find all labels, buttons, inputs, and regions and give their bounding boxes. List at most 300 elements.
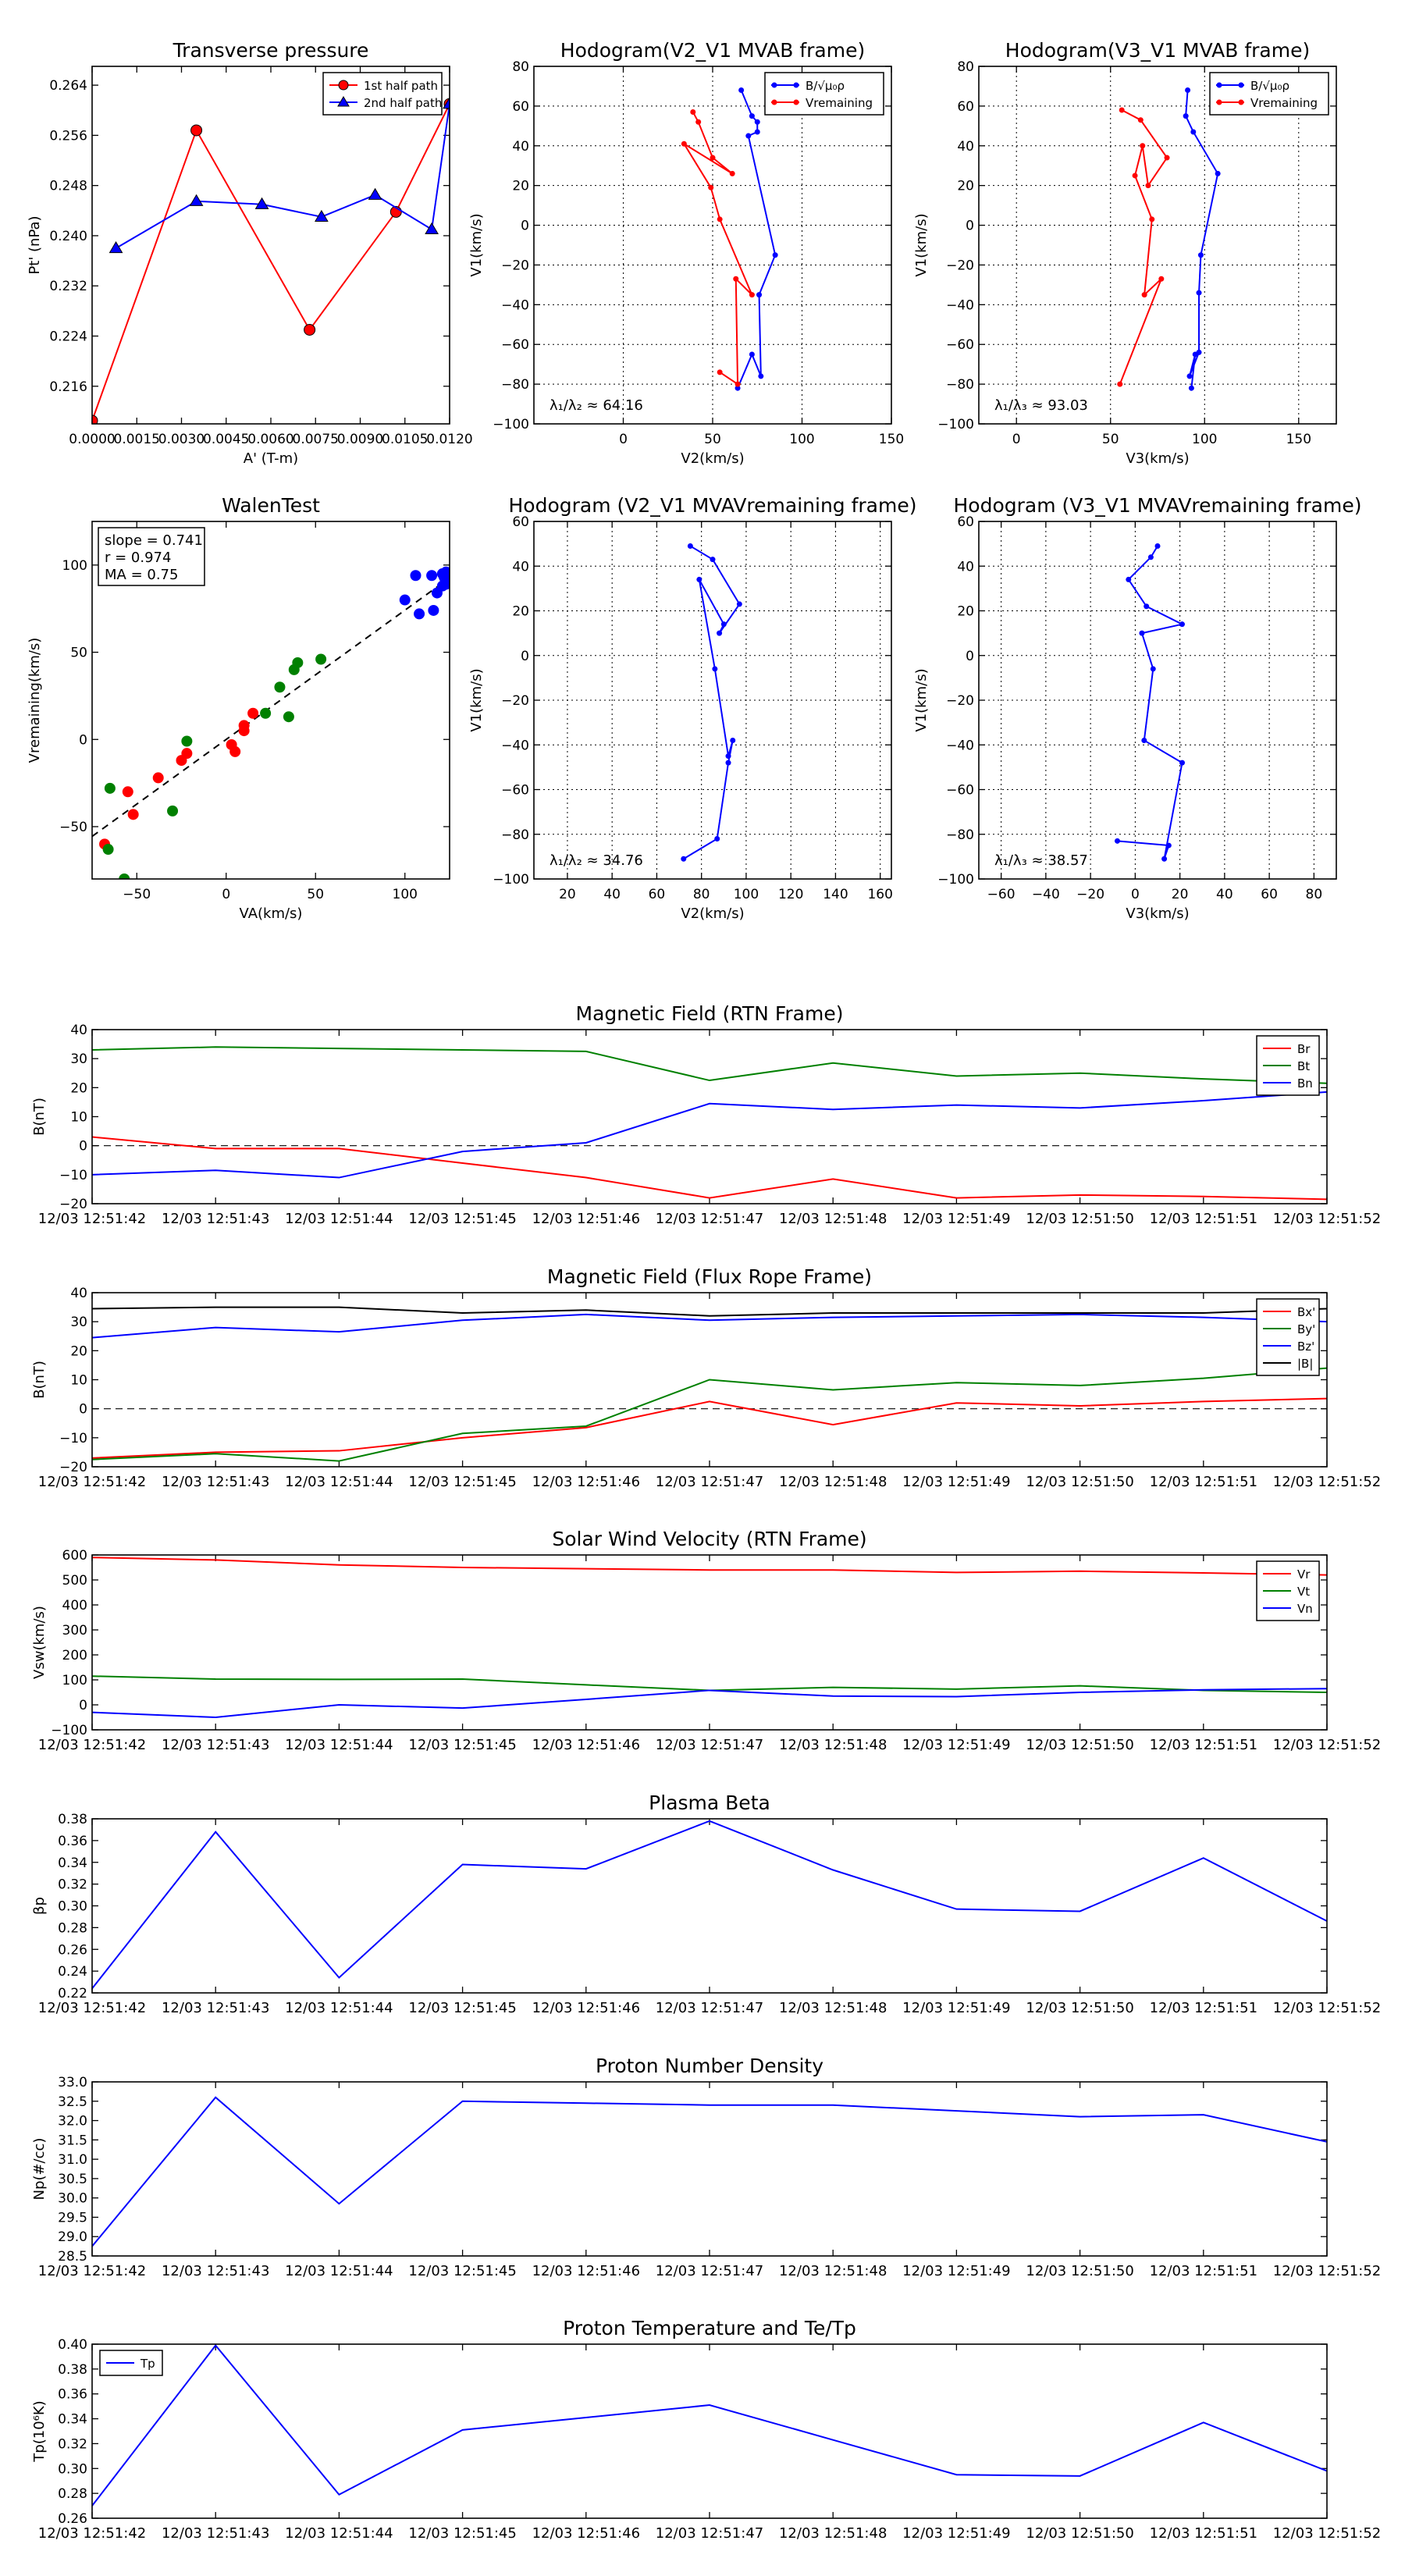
series-line-Bx' [92,1399,1327,1458]
x-tick-label: 12/03 12:51:50 [1026,1737,1134,1753]
y-tick-label: −10 [59,1167,87,1183]
x-tick-label: 12/03 12:51:45 [408,2263,517,2279]
data-point [1138,117,1144,123]
y-tick-label: 0.216 [49,379,87,395]
data-point [717,369,723,375]
data-point [1166,843,1172,849]
x-tick-label: 0 [619,432,628,447]
plot-frame [92,1030,1327,1204]
y-tick-label: 31.5 [58,2133,87,2149]
y-axis-label: βp [31,1897,48,1915]
data-point [1179,621,1185,627]
y-tick-label: 10 [70,1109,87,1126]
data-point [191,125,202,136]
legend-marker [1217,83,1222,88]
data-point [1197,290,1202,296]
plot-area [92,2346,1327,2506]
legend-marker [339,80,348,90]
data-point [708,185,713,190]
y-tick-label: −60 [501,337,529,354]
series-line-βp [92,1821,1327,1989]
hodogram-v3v1-mvav-chart [913,494,1362,922]
x-tick-label: 12/03 12:51:46 [532,2525,641,2542]
data-point [153,773,163,783]
y-tick-label: −60 [946,782,974,799]
y-tick-label: −10 [59,1430,87,1446]
x-tick-label: 12/03 12:51:52 [1272,2000,1382,2016]
data-point [261,708,271,718]
chart-title: Magnetic Field (RTN Frame) [575,1002,844,1025]
data-point [1155,543,1161,549]
y-tick-label: 300 [62,1623,87,1638]
data-point [1161,856,1167,862]
data-point [182,736,192,746]
solar-wind-velocity-chart [31,1528,1381,1753]
y-tick-label: −100 [493,872,529,888]
x-axis-label: VA(km/s) [239,906,303,922]
data-point [1140,143,1145,148]
y-tick-label: 20 [512,178,529,194]
x-tick-label: 20 [559,887,576,902]
x-tick-label: 12/03 12:51:42 [37,2000,147,2016]
data-point [690,109,695,115]
x-tick-label: 12/03 12:51:50 [1026,2263,1134,2279]
x-tick-label: 12/03 12:51:47 [655,1211,764,1227]
y-tick-label: −100 [51,1723,87,1738]
chart-title: Hodogram (V2_V1 MVAVremaining frame) [508,494,917,517]
y-tick-label: 40 [70,1286,87,1301]
y-tick-label: −20 [501,693,529,709]
chart-title: Solar Wind Velocity (RTN Frame) [552,1528,867,1550]
series-line-line [1117,546,1182,859]
legend-marker [1239,83,1244,88]
legend-marker [772,100,777,105]
x-tick-label: 12/03 12:51:44 [285,2000,393,2016]
y-tick-label: −20 [946,258,974,274]
x-tick-label: 12/03 12:51:43 [161,2525,270,2542]
chart-title: Proton Number Density [596,2055,823,2077]
x-tick-label: 50 [1101,432,1119,447]
hodogram-v2v1-mvav-chart [468,494,917,922]
data-point [1198,252,1204,258]
x-tick-label: 12/03 12:51:48 [778,2525,887,2542]
data-point [1141,738,1147,743]
y-tick-label: 0.26 [58,2511,87,2527]
y-tick-label: 0.248 [49,178,87,194]
y-tick-label: 0 [521,218,529,234]
x-tick-label: 12/03 12:51:45 [408,1211,517,1227]
plot-frame [979,66,1336,424]
x-tick-label: 12/03 12:51:52 [1272,2263,1382,2279]
plasma-beta-chart [31,1791,1381,2016]
x-tick-label: 150 [1286,432,1312,447]
x-tick-label: 12/03 12:51:52 [1272,1474,1382,1490]
y-tick-label: −20 [59,1460,87,1475]
chart-title: WalenTest [222,494,320,517]
data-point [749,351,755,357]
x-tick-label: 12/03 12:51:52 [1272,2525,1382,2542]
data-point [429,605,439,615]
y-tick-label: 28.5 [58,2249,87,2265]
y-tick-label: 0 [79,1138,87,1155]
data-point [1142,292,1147,297]
y-tick-label: 40 [512,559,529,575]
data-point [726,760,731,766]
y-tick-label: −40 [501,738,529,754]
data-point [696,577,702,582]
data-point [756,292,762,297]
legend-label: Bx' [1297,1305,1316,1319]
x-tick-label: 0.0090 [336,432,384,447]
x-tick-label: 12/03 12:51:42 [37,1211,147,1227]
x-tick-label: 12/03 12:51:47 [655,2263,764,2279]
data-point [681,141,687,147]
plot-area [92,1557,1327,1717]
data-point [1126,577,1131,582]
y-axis-label: V1(km/s) [468,668,485,732]
x-tick-label: 50 [704,432,721,447]
x-tick-label: 12/03 12:51:51 [1149,1737,1258,1753]
y-tick-label: 80 [957,59,974,75]
proton-temperature-chart [31,2317,1381,2542]
y-tick-label: 30.5 [58,2171,87,2187]
legend-label: B/√μ₀ρ [1250,79,1289,93]
y-tick-label: 50 [70,645,87,661]
annotation-text: λ₁/λ₂ ≈ 64.16 [550,397,643,414]
y-tick-label: 20 [70,1080,87,1097]
magnetic-field-flux-rope-chart [31,1265,1381,1490]
x-tick-label: 12/03 12:51:48 [778,1211,887,1227]
y-tick-label: −60 [501,782,529,799]
plot-area [681,543,742,862]
y-tick-label: 29.0 [58,2229,87,2246]
legend-marker [794,83,799,88]
legend-marker [1217,100,1222,105]
legend-label: B/√μ₀ρ [806,79,845,93]
data-point [168,806,178,816]
y-axis-label: V1(km/s) [468,213,485,277]
y-tick-label: 0 [79,1401,87,1418]
data-point [1117,382,1122,387]
y-tick-label: 40 [957,559,974,575]
y-tick-label: 60 [512,514,529,530]
x-tick-label: 40 [603,887,621,902]
data-point [1186,373,1192,379]
data-point [737,601,742,607]
data-point [1115,838,1120,844]
series-line-line [684,546,740,859]
data-point [758,373,763,379]
data-point [1151,666,1156,671]
y-tick-label: 0.240 [49,228,87,244]
x-tick-label: 12/03 12:51:43 [161,1737,270,1753]
chart-title: Hodogram (V3_V1 MVAVremaining frame) [953,494,1362,517]
y-tick-label: 0.28 [58,1920,87,1937]
x-tick-label: 0.0060 [247,432,294,447]
transverse-pressure-chart [27,39,473,467]
x-tick-label: 0.0075 [292,432,339,447]
legend-label: Tp [140,2357,155,2371]
series-line-Np [92,2097,1327,2247]
plot-area [92,1821,1327,1989]
y-tick-label: 0 [79,1698,87,1713]
y-tick-label: 32.5 [58,2094,87,2110]
y-tick-label: −40 [501,297,529,314]
data-point [721,621,727,627]
data-point [105,783,115,793]
magnetic-field-rtn-chart [31,1002,1381,1227]
legend-label: Vn [1297,1602,1313,1616]
x-tick-label: 0.0015 [113,432,160,447]
y-tick-label: 0.22 [58,1986,87,2001]
legend-marker [1239,100,1244,105]
x-tick-label: 12/03 12:51:44 [285,1474,393,1490]
data-point [411,571,421,581]
x-tick-label: 60 [648,887,666,902]
data-point [717,631,722,636]
hodogram-v3v1-mvab-chart [913,39,1336,467]
y-axis-label: Vremaining(km/s) [27,637,43,763]
y-tick-label: 0.40 [58,2337,87,2353]
y-tick-label: 80 [512,59,529,75]
legend-label: Bt [1297,1059,1311,1073]
plot-area [87,98,456,426]
x-tick-label: 20 [1171,887,1189,902]
y-tick-label: 0.38 [58,1812,87,1827]
data-point [293,657,303,667]
legend-label: By' [1297,1322,1316,1336]
x-tick-label: 0 [1130,887,1140,902]
x-tick-label: 12/03 12:51:51 [1149,2263,1258,2279]
series-line-Tp [92,2346,1327,2506]
plot-area [92,1047,1327,1199]
y-tick-label: 0.30 [58,1898,87,1915]
data-point [717,216,723,222]
legend-marker [794,100,799,105]
x-tick-label: −20 [1076,887,1105,902]
y-axis-label: V1(km/s) [913,213,930,277]
data-point [755,129,760,134]
series-line-Br [92,1137,1327,1200]
y-tick-label: 60 [512,98,529,115]
series-line-Bt [92,1047,1327,1083]
data-point [733,276,738,282]
x-tick-label: 12/03 12:51:45 [408,1737,517,1753]
y-axis-label: B(nT) [31,1098,48,1136]
annotation-text: λ₁/λ₃ ≈ 38.57 [994,852,1088,869]
series-line-Vremaining [684,112,752,385]
legend-marker [772,83,777,88]
x-tick-label: 0 [1012,432,1021,447]
y-tick-label: 0.36 [58,2386,87,2403]
x-tick-label: 12/03 12:51:45 [408,2000,517,2016]
legend-label: Vr [1297,1567,1311,1582]
y-tick-label: 0.34 [58,2411,87,2428]
data-point [1144,603,1149,609]
y-tick-label: 100 [62,1673,87,1688]
legend-label: Vremaining [1250,96,1318,110]
y-tick-label: 0.34 [58,1855,87,1871]
x-tick-label: 60 [1261,887,1278,902]
x-tick-label: 100 [1192,432,1218,447]
data-point [714,836,720,841]
data-point [1215,171,1221,176]
plot-area [92,1308,1327,1461]
data-point [128,809,138,820]
x-axis-label: V2(km/s) [681,906,745,922]
data-point [1165,155,1170,161]
x-tick-label: 12/03 12:51:49 [902,1474,1011,1490]
y-tick-label: 0.264 [49,78,87,94]
data-point [1185,87,1190,93]
y-tick-label: 32.0 [58,2113,87,2129]
y-tick-label: 200 [62,1648,87,1663]
y-tick-label: −20 [59,1197,87,1212]
x-tick-label: 80 [1305,887,1323,902]
x-axis-label: A' (T-m) [243,450,299,467]
fit-line [92,578,450,836]
y-tick-label: −100 [937,872,974,888]
x-tick-label: 12/03 12:51:50 [1026,1474,1134,1490]
x-tick-label: 160 [867,887,893,902]
x-tick-label: 12/03 12:51:45 [408,2525,517,2542]
data-point [1133,173,1138,178]
data-point [1119,107,1125,112]
x-tick-label: 100 [392,887,418,902]
series-line-|B| [92,1308,1327,1316]
y-tick-label: 100 [62,557,87,574]
y-axis-label: Np(#/cc) [31,2137,48,2201]
y-tick-label: −100 [937,417,974,432]
x-tick-label: 12/03 12:51:46 [532,1737,641,1753]
y-tick-label: 0.232 [49,279,87,295]
x-tick-label: 12/03 12:51:49 [902,2000,1011,2016]
x-tick-label: 12/03 12:51:49 [902,2263,1011,2279]
series-line-1st half path [92,104,450,421]
legend-label: |B| [1297,1357,1314,1371]
y-tick-label: −80 [946,827,974,843]
x-tick-label: 12/03 12:51:42 [37,2263,147,2279]
x-tick-label: 12/03 12:51:51 [1149,2525,1258,2542]
data-point [755,119,760,125]
y-tick-label: 30 [70,1051,87,1068]
y-tick-label: −100 [493,417,529,432]
data-point [275,682,285,692]
y-tick-label: 33.0 [58,2075,87,2090]
chart-title: Hodogram(V2_V1 MVAB frame) [560,39,866,62]
x-tick-label: 0.0105 [382,432,429,447]
y-tick-label: 0.38 [58,2361,87,2378]
y-tick-label: 400 [62,1598,87,1614]
y-tick-label: 0.256 [49,128,87,144]
x-tick-label: 12/03 12:51:48 [778,1737,887,1753]
x-tick-label: 12/03 12:51:52 [1272,1211,1382,1227]
y-tick-label: −50 [59,819,87,835]
y-tick-label: 0.32 [58,2436,87,2453]
x-tick-label: 0.0000 [69,432,116,447]
y-tick-label: −40 [946,297,974,314]
data-point [248,708,258,718]
data-point [1189,386,1194,391]
legend-label: 2nd half path [364,96,443,110]
y-tick-label: 0 [79,732,87,749]
y-tick-label: −20 [946,693,974,709]
x-tick-label: 12/03 12:51:50 [1026,1211,1134,1227]
x-tick-label: 12/03 12:51:49 [902,2525,1011,2542]
x-tick-label: 12/03 12:51:42 [37,1737,147,1753]
data-point [425,223,438,234]
plot-frame [92,1555,1327,1730]
y-tick-label: 0.32 [58,1877,87,1893]
series-line-B/√μ₀ρ [738,91,775,389]
y-tick-label: 0.30 [58,2461,87,2478]
annotation-text: λ₁/λ₂ ≈ 34.76 [550,852,643,869]
x-tick-label: 12/03 12:51:46 [532,2000,641,2016]
y-tick-label: 29.5 [58,2210,87,2226]
data-point [316,654,326,664]
plot-area [92,2097,1327,2247]
hodogram-v2v1-mvab-chart [468,39,904,467]
data-point [749,292,755,297]
data-point [1179,760,1185,766]
data-point [712,666,717,671]
walen-test-chart [27,494,451,922]
data-point [1190,129,1196,134]
plot-area [1117,87,1220,391]
x-tick-label: 12/03 12:51:46 [532,1211,641,1227]
chart-title: Transverse pressure [173,39,369,62]
x-tick-label: 12/03 12:51:49 [902,1737,1011,1753]
plot-frame [92,2082,1327,2256]
series-line-Bz' [92,1315,1327,1338]
x-tick-label: 100 [733,887,759,902]
x-tick-label: 40 [1216,887,1233,902]
chart-title: Plasma Beta [649,1791,770,1814]
y-tick-label: 30.0 [58,2190,87,2207]
data-point [730,171,735,176]
data-point [239,720,249,731]
data-point [710,557,716,562]
x-tick-label: 12/03 12:51:51 [1149,1474,1258,1490]
chart-title: Hodogram(V3_V1 MVAB frame) [1005,39,1311,62]
x-tick-label: 12/03 12:51:42 [37,2525,147,2542]
series-line-Vremaining [1120,110,1167,384]
y-tick-label: 0 [521,648,529,664]
x-tick-label: 100 [789,432,815,447]
y-tick-label: 31.0 [58,2152,87,2169]
data-point [1193,351,1198,357]
y-axis-label: Tp(10⁶K) [31,2400,48,2462]
x-tick-label: 12/03 12:51:44 [285,2263,393,2279]
data-point [414,609,425,619]
series-line-Bn [92,1092,1327,1178]
x-tick-label: 12/03 12:51:50 [1026,2525,1134,2542]
x-tick-label: −60 [987,887,1016,902]
data-point [681,856,686,862]
data-point [103,845,113,855]
x-tick-label: 12/03 12:51:43 [161,1474,270,1490]
y-tick-label: 40 [70,1023,87,1038]
x-tick-label: 12/03 12:51:47 [655,2525,764,2542]
x-tick-label: 140 [823,887,848,902]
y-tick-label: 10 [70,1372,87,1389]
data-point [745,133,751,139]
x-tick-label: 0.0120 [426,432,473,447]
x-tick-label: −50 [123,887,151,902]
x-tick-label: 12/03 12:51:46 [532,2263,641,2279]
plot-frame [92,66,450,424]
chart-title: Proton Temperature and Te/Tp [563,2317,856,2339]
